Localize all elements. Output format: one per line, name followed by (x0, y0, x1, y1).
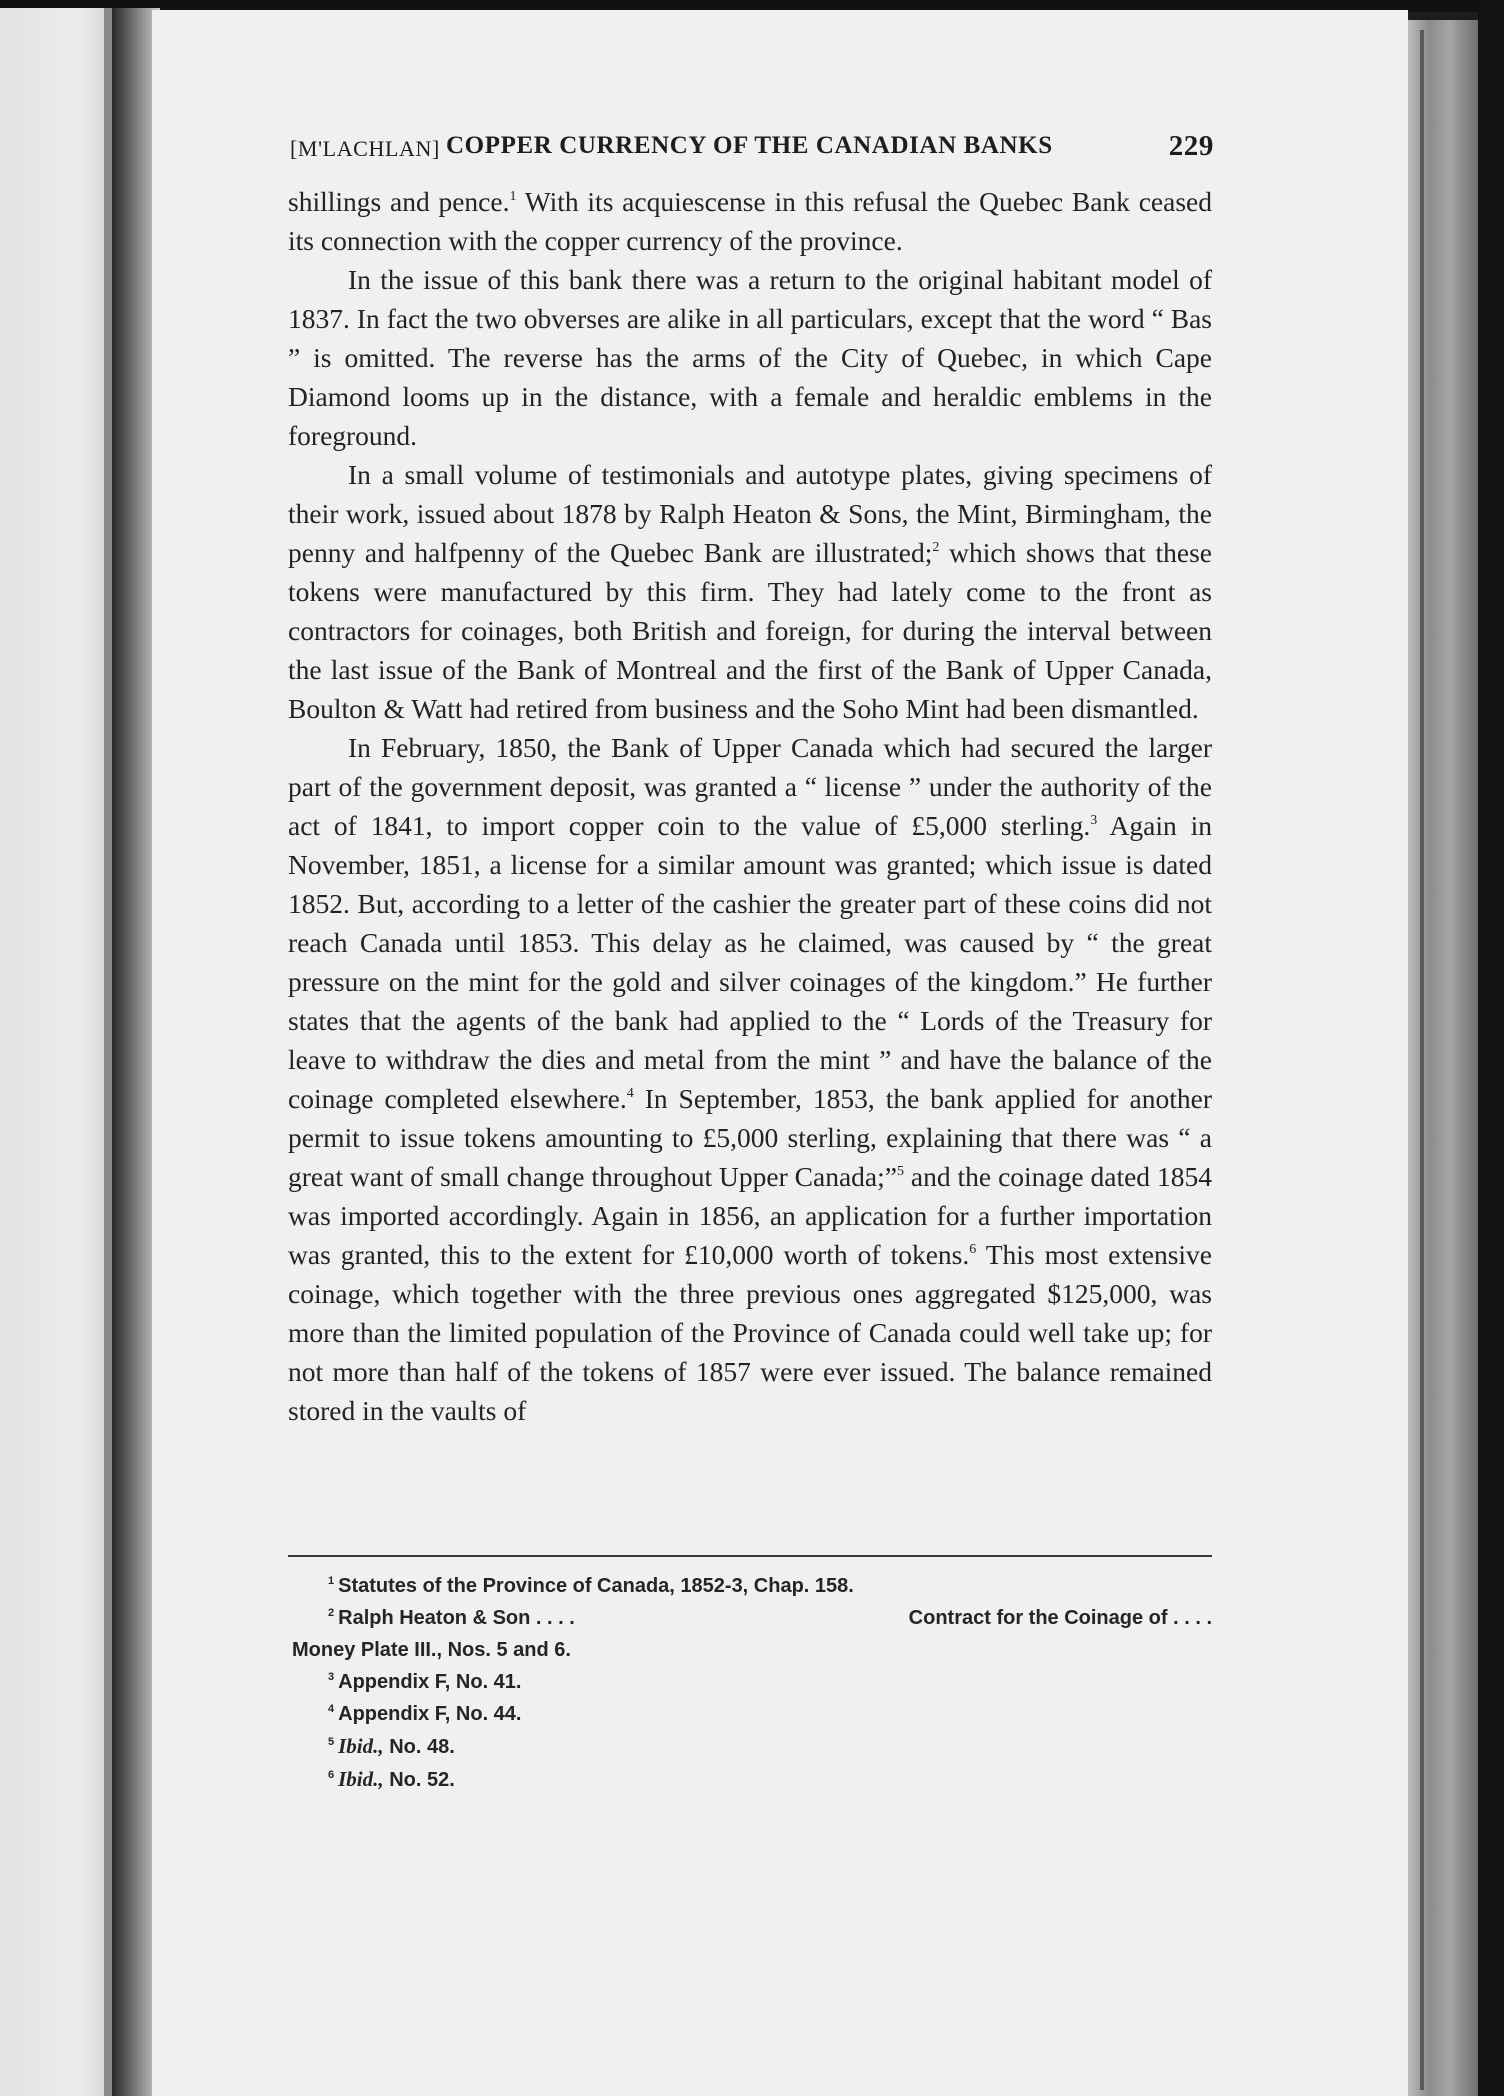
page-number: 229 (1168, 130, 1214, 162)
body-text (288, 182, 1212, 1430)
footnote-mark: 3 (328, 1671, 335, 1683)
footnote-ref-2: 2 (932, 540, 940, 555)
paragraph-text: and the coinage dated 1854 was imported accordingly. Again in 1856, an application for a further importation was granted, this to the extent for £10,000 worth of tokens. (288, 1161, 1212, 1270)
paragraph-4 (288, 728, 1212, 1430)
footnote-divider (288, 1555, 1212, 1557)
paragraph-text: Again in November, 1851, a license for a similar amount was granted; which issue is dated 1852. But, according to a letter of the cashier the greater part of these coins did not reach Canada until 1853. This delay as he claimed, was caused by “ the great pressure on the mint for the gold and silver coinages of the kingdom.” He further states that the agents of the bank had applied to the “ Lords of the Treasury for leave to withdraw the dies and metal from the mint ” and have the balance of the coinage completed elsewhere. (288, 810, 1212, 1114)
footnote-mark: 6 (328, 1769, 335, 1781)
footnote-3 (292, 1666, 1212, 1698)
paragraph-3 (288, 455, 1212, 728)
paragraph-1 (288, 182, 1212, 260)
footnote-text: No. 52. (383, 1769, 455, 1791)
footnotes (292, 1570, 1212, 1796)
running-head-author: [M'LACHLAN] (290, 136, 440, 161)
paragraph-text: which shows that these tokens were manufactured by this firm. They had lately come to the front as contractors for coinages, both British and foreign, for during the interval between the last issue of the Bank of Montreal and the first of the Bank of Upper Canada, Boulton & Watt had retired from business and the Soho Mint had been dismantled. (288, 537, 1212, 724)
paragraph-text: In September, 1853, the bank applied for another permit to issue tokens amounting to £5,000 sterling, explaining that there was “ a great want of small change throughout Upper Canada;” (288, 1083, 1212, 1192)
running-head-title: COPPER CURRENCY OF THE CANADIAN BANKS (446, 132, 1053, 159)
footnote-ibid: Ibid., (338, 1734, 384, 1758)
footnote-ref-1: 1 (509, 189, 517, 204)
footnote-ref-6: 6 (969, 1242, 977, 1257)
facing-page-shadow (104, 8, 112, 2096)
footnote-4 (292, 1698, 1212, 1730)
footnote-6 (292, 1763, 1212, 1796)
footnote-2-right: Contract for the Coinage of . . . . (908, 1607, 1212, 1629)
footnote-2-left (328, 1602, 575, 1634)
footnote-ibid: Ibid., (338, 1767, 384, 1791)
footnote-2-continuation: Money Plate III., Nos. 5 and 6. (292, 1639, 571, 1661)
paragraph-2 (288, 260, 1212, 455)
footnote-ref-4: 4 (626, 1086, 634, 1101)
footnote-mark: 5 (328, 1736, 335, 1748)
footnote-text: Statutes of the Province of Canada, 1852-3, Chap. 158. (338, 1575, 854, 1597)
page-stack-line (1420, 30, 1424, 2090)
footnote-ref-3: 3 (1090, 813, 1098, 828)
running-head (290, 126, 1214, 170)
paragraph-text: shillings and pence. (288, 186, 510, 217)
footnote-mark: 2 (328, 1607, 335, 1619)
footnote-5 (292, 1730, 1212, 1763)
facing-page-edge (0, 8, 112, 2096)
paragraph-text: In the issue of this bank there was a return to the original habitant model of 1837. In fact the two obverses are alike in all particulars, except that the word “ Bas ” is omitted. The reverse has the arms of the City of Quebec, in which Cape Diamond looms up in the distance, with a female and heraldic emblems in the foreground. (288, 264, 1212, 451)
paragraph-text: This most extensive coinage, which together with the three previous ones aggregated $125,000, was more than the limited population of the Province of Canada could well take up; for not more than half of the tokens of 1857 were ever issued. The balance remained stored in the vaults of (288, 1239, 1212, 1426)
footnote-text: Ralph Heaton & Son . . . . (338, 1607, 575, 1629)
paragraph-text: In a small volume of testimonials and autotype plates, giving specimens of their work, issued about 1878 by Ralph Heaton & Sons, the Mint, Birmingham, the penny and halfpenny of the Quebec Bank are illustrated; (288, 459, 1212, 568)
footnote-1 (292, 1570, 1212, 1602)
scan-right-border (1478, 0, 1504, 2096)
footnote-mark: 1 (328, 1575, 335, 1587)
paragraph-text: In February, 1850, the Bank of Upper Canada which had secured the larger part of the government deposit, was granted a “ license ” under the authority of the act of 1841, to import copper coin to the value of £5,000 sterling. (288, 732, 1212, 841)
footnote-2 (292, 1602, 1212, 1634)
footnote-mark: 4 (328, 1703, 335, 1715)
paragraph-text: With its acquiescense in this refusal the Quebec Bank ceased its connection with the copper currency of the province. (288, 186, 1212, 256)
page-stack-edge (1408, 20, 1478, 2096)
footnote-text: No. 48. (383, 1736, 455, 1758)
footnote-text: Appendix F, No. 44. (338, 1703, 522, 1725)
footnote-ref-5: 5 (896, 1164, 904, 1179)
footnote-text: Appendix F, No. 41. (338, 1671, 522, 1693)
